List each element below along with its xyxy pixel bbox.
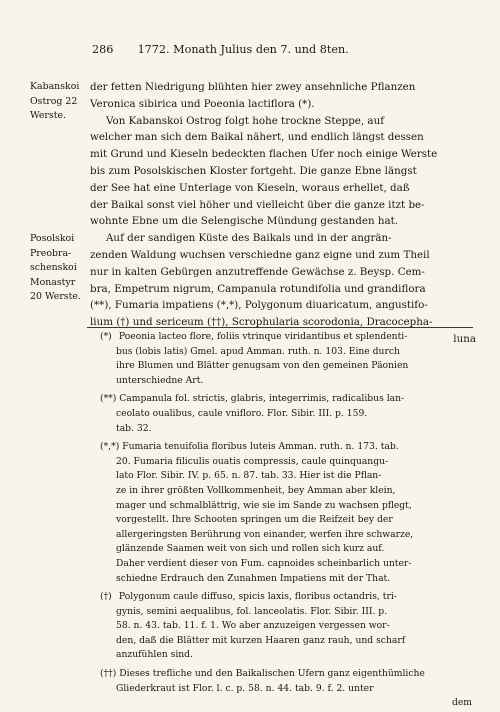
footnote-polygonum: [100, 590, 472, 663]
footnote-line: Gliederkraut ist Flor. l. c. p. 58. n. 44. tab. 9. f. 2. unter: [116, 682, 374, 694]
text-line: Auf der sandigen Küste des Baikals und in der angrän-: [106, 232, 392, 245]
text-line: (**), Fumaria impatiens (*,*), Polygonum diuaricatum, angustifo-: [90, 299, 428, 312]
text-line: wohnte Ebne um die Selengische Mündung gestanden hat.: [90, 215, 399, 228]
catchword: dem: [451, 697, 472, 709]
text-line: lium (†) und sericeum (††), Scrophularia scorodonia, Dracocepha-: [90, 316, 433, 329]
footnote-mark: (†): [100, 591, 112, 603]
footnote-mark: (**): [100, 393, 117, 405]
footnote-line: glänzende Saamen weit von sich und rollen sich kurz auf.: [116, 543, 385, 555]
footnote-line: anzufühlen sind.: [116, 649, 193, 661]
footnote-line: lato Flor. Sibir. IV. p. 65. n. 87. tab. 33. Hier ist die Pflan-: [116, 470, 382, 482]
footnote-line: vorgestellt. Ihre Schooten springen um die Reifzeit bey der: [116, 514, 393, 526]
main-text: [90, 79, 476, 348]
text-line: der fetten Niedrigung blühten hier zwey ansehnliche Pflanzen: [90, 81, 416, 93]
margin-note-kabanskoi: Kabanskoi Ostrog 22 Werste.: [30, 81, 80, 121]
text-line: welcher man sich dem Baikal nähert, und endlich längst dessen: [90, 131, 424, 144]
footnote-line: Fumaria tenuifolia floribus luteis Amman. ruth. n. 173. tab.: [122, 441, 399, 453]
page-header: [92, 43, 422, 56]
page-number: 286: [92, 43, 114, 56]
footnote-line: 58. n. 43. tab. 11. f. 1. Wo aber anzuzeigen vergessen wor-: [116, 620, 390, 632]
footnote-fumaria: [100, 440, 472, 586]
footnote-line: ze in ihrer größten Vollkommenheit, bey Amman aber klein,: [116, 484, 396, 496]
footnote-line: Dieses trefliche und den Baikalischen Ufern ganz eigenthümliche: [119, 668, 425, 680]
footnote-line: bus (lobis latis) Gmel. apud Amman. ruth. n. 103. Eine durch: [116, 345, 400, 357]
text-line: zenden Waldung wuchsen verschiedne ganz eigne und zum Theil: [90, 248, 430, 261]
text-line: Von Kabanskoi Ostrog folgt hohe trockne Steppe, auf: [106, 114, 385, 127]
footnote-poeonia: [100, 330, 472, 388]
footnote-line: allergeringsten Berührung von einander, werfen ihre schwarze,: [116, 528, 414, 540]
footnote-line: Campanula fol. strictis, glabris, integerrimis, radicalibus lan-: [119, 393, 405, 405]
footnote-line: den, daß die Blätter mit kurzen Haaren ganz rauh, und scharf: [116, 634, 406, 646]
footnote-line: mager und schmalblättrig, wie sie im Sande zu wachsen pflegt,: [116, 499, 412, 511]
footnotes: [100, 330, 472, 711]
footnote-mark: (*): [100, 331, 112, 342]
footnote-line: ihre Blumen und Blätter genugsam von den gemeinen Päonien: [116, 360, 409, 372]
footnote-line: schiedne Erdrauch den Zunahmen Impatiens mit der That.: [116, 572, 391, 584]
footnote-mark: (††): [100, 668, 117, 680]
text-line: Veronica sibirica und Poeonia lactiflora (*).: [90, 97, 315, 110]
text-line: bis zum Posolskischen Kloster fortgeht. Die ganze Ebne längst: [90, 164, 417, 177]
text-line: der Baikal sonst viel höher und vielleicht über die ganze itzt be-: [90, 198, 425, 211]
footnote-rule: [87, 327, 473, 328]
footnote-campanula: [100, 392, 472, 436]
text-line: bra, Empetrum nigrum, Campanula rotundifolia und grandiflora: [90, 282, 426, 295]
text-line: nur in kalten Gebürgen anzutreffende Gewächse z. Beysp. Cem-: [90, 265, 425, 278]
footnote-line: ceolato oualibus, caule vnifloro. Flor. Sibir. III. p. 159.: [116, 407, 368, 419]
catchword: luna: [453, 332, 476, 345]
footnote-mark: (*,*): [100, 441, 120, 453]
margin-note-posolskoi: Posolskoi Preobra- schenskoi Monastyr 20 Werste.: [30, 233, 81, 302]
footnote-line: Daher verdient dieser von Fum. capnoides scheinbarlich unter-: [116, 557, 412, 569]
running-title: 1772. Monath Julius den 7. und 8ten.: [137, 43, 349, 56]
footnote-line: Poeonia lacteo flore, foliis vtrinque viridantibus et splendenti-: [118, 331, 408, 342]
footnote-line: gynis, semini aequalibus, fol. lanceolatis. Flor. Sibir. III. p.: [116, 605, 388, 617]
text-line: der See hat eine Unterlage von Kieseln, woraus erhellet, daß: [90, 181, 410, 194]
text-line: mit Grund und Kieseln bedeckten flachen Ufer noch einige Werste: [90, 148, 438, 161]
footnote-line: unterschiedne Art.: [116, 374, 204, 386]
footnote-line: tab. 32.: [116, 422, 152, 434]
footnote-line: Polygonum caule diffuso, spicis laxis, floribus octandris, tri-: [118, 591, 397, 603]
footnote-line: 20. Fumaria filiculis ouatis compressis, caule quinquangu-: [116, 455, 389, 467]
footnote-sericeum: [100, 667, 472, 711]
